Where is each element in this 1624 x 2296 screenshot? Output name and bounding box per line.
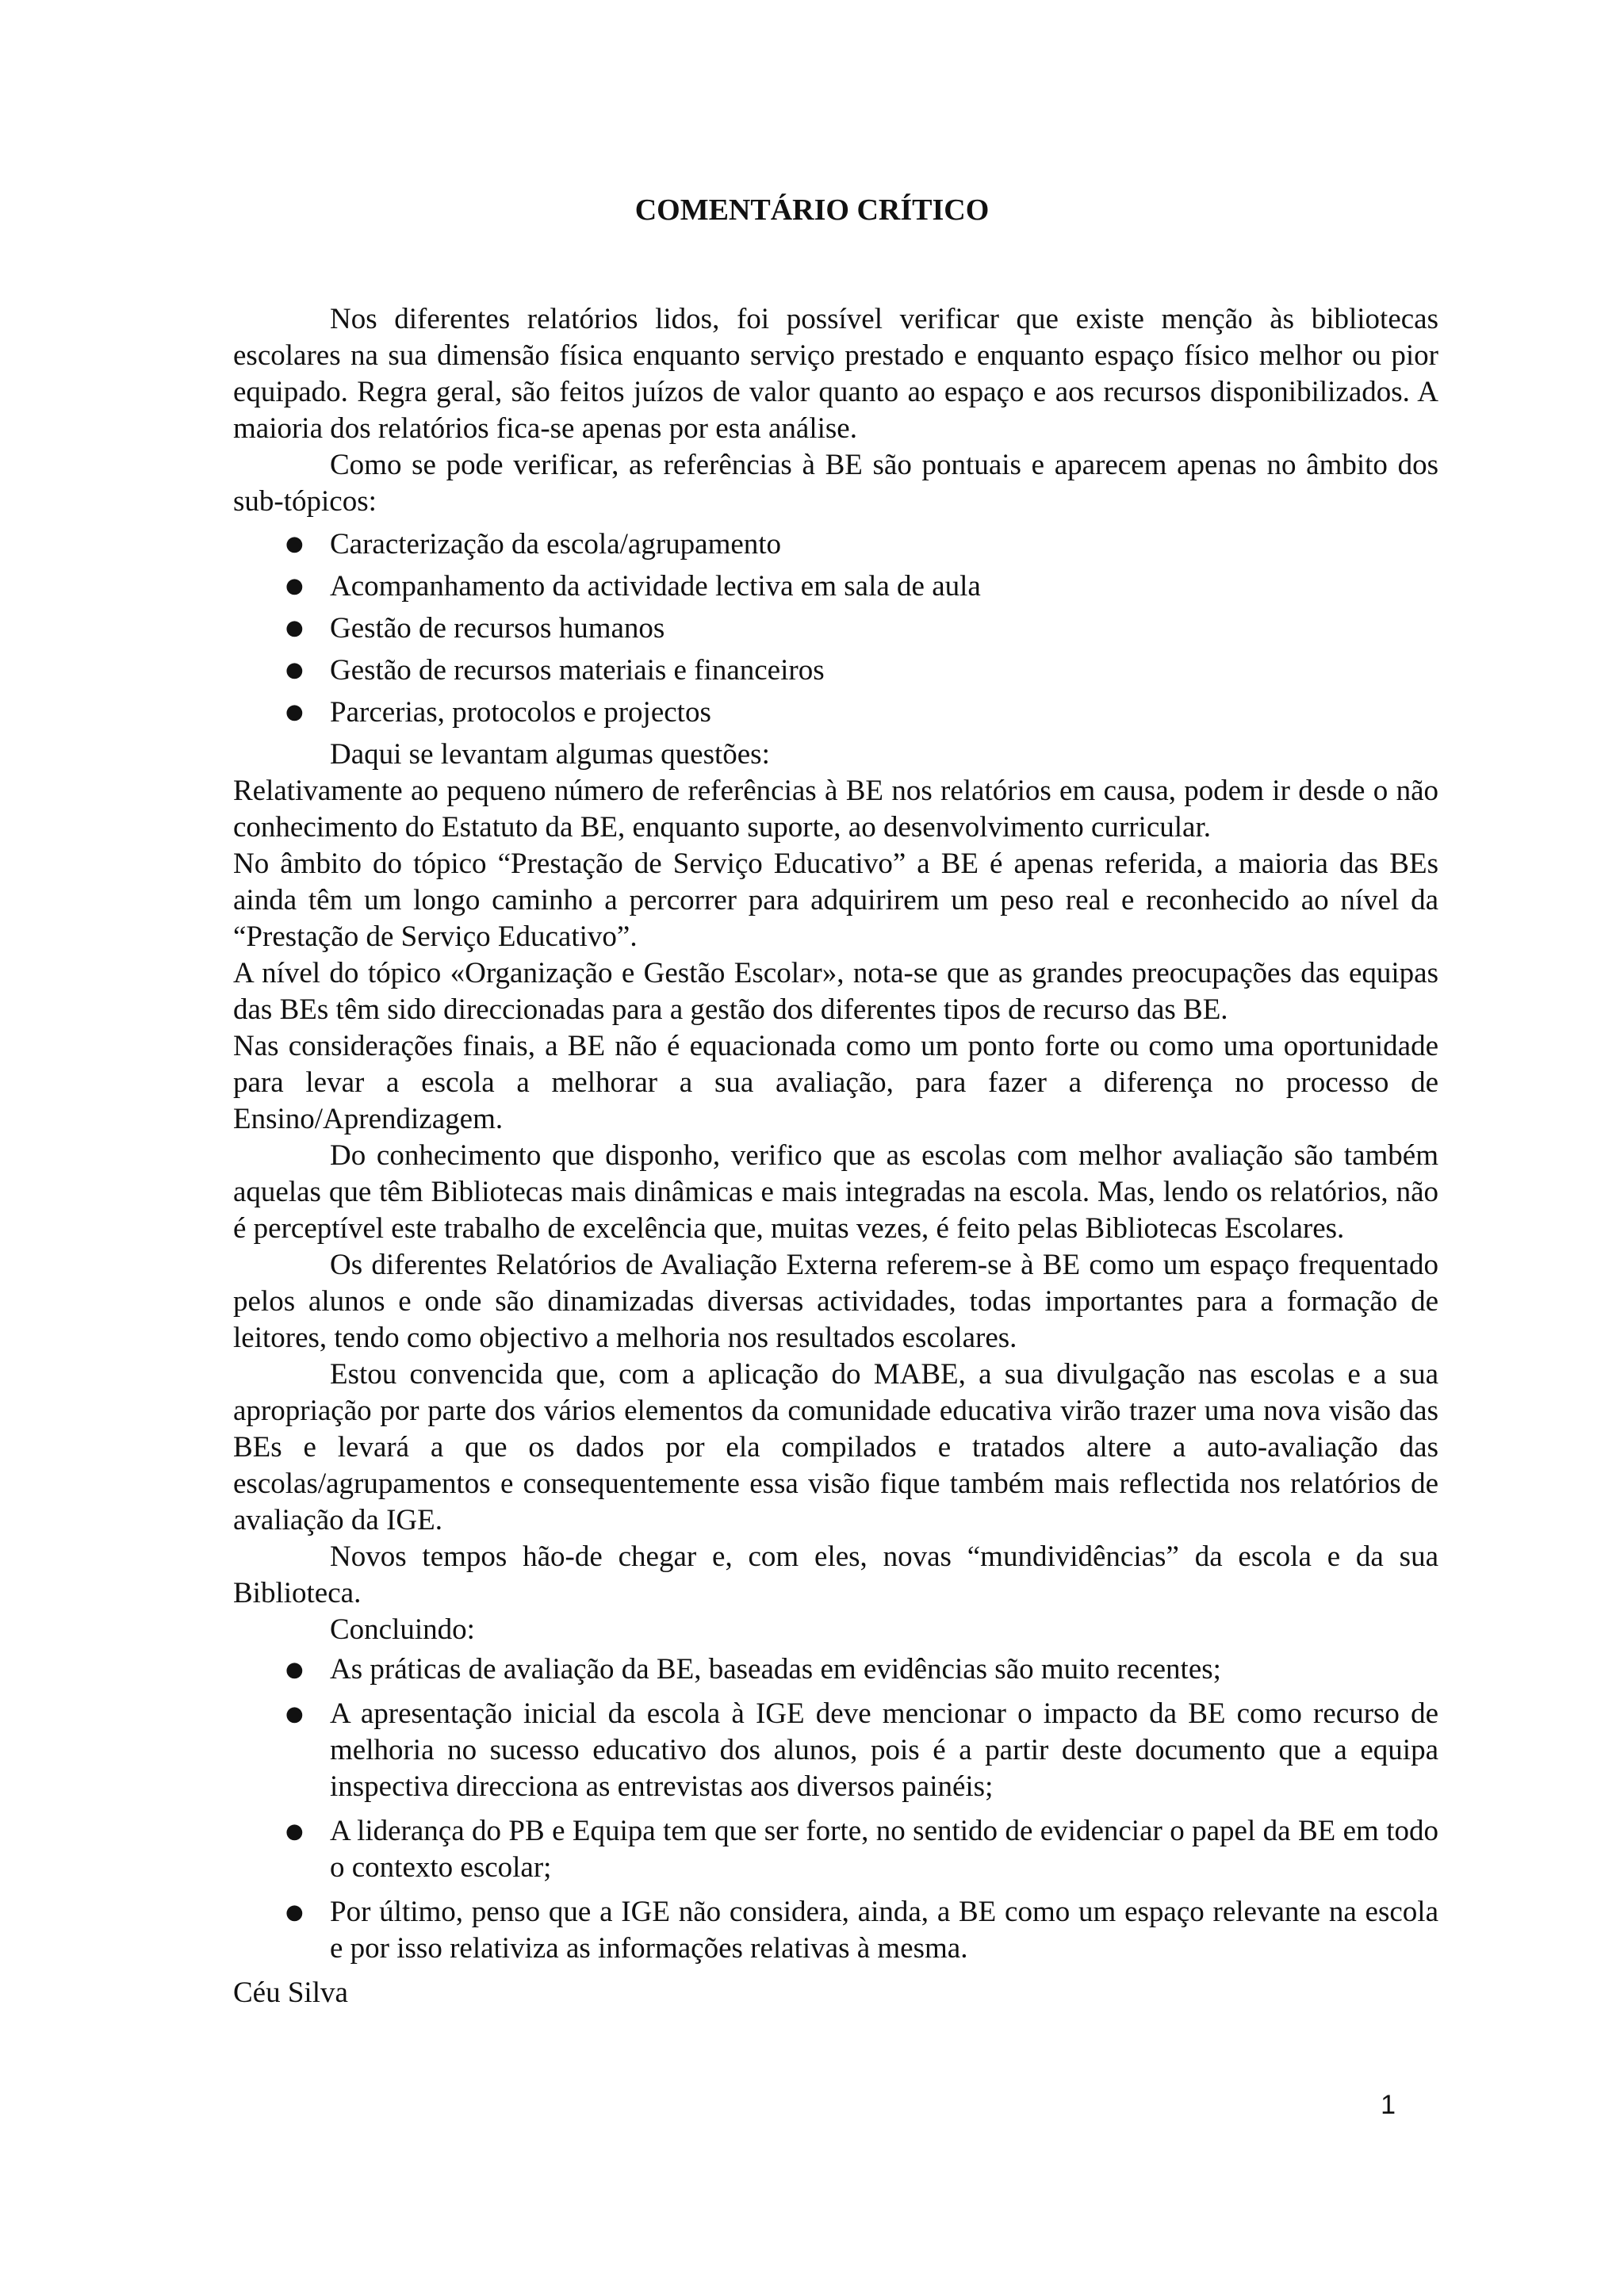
paragraph: Relativamente ao pequeno número de referências à BE nos relatórios em causa, podem ir desde o não conhecimento do Estatuto da BE, enquanto suporte, ao desenvolvimento curricular. (233, 775, 1438, 844)
bullet-icon: ● (285, 532, 304, 556)
list-item (233, 1696, 1438, 1805)
conclusion-lead: Concluindo: (330, 1613, 475, 1646)
bullet-icon: ● (285, 616, 304, 640)
list-item (233, 1894, 1438, 1967)
list-item-text: Gestão de recursos materiais e financeiros (330, 654, 825, 687)
page-title: COMENTÁRIO CRÍTICO (634, 193, 990, 227)
list-item (233, 1813, 1438, 1886)
list-item (233, 565, 1438, 607)
list-item-text: As práticas de avaliação da BE, baseadas em evidências são muito recentes; (330, 1653, 1221, 1686)
bullet-icon: ● (285, 1702, 304, 1726)
list-item-text: A liderança do PB e Equipa tem que ser forte, no sentido de evidenciar o papel da BE em todo o contexto escolar; (330, 1815, 1438, 1884)
list-item-text: Por último, penso que a IGE não considera, ainda, a BE como um espaço relevante na escola e por isso relativiza as informações relativas à mesma. (330, 1896, 1438, 1965)
bullet-icon: ● (285, 658, 304, 682)
list-item (233, 1651, 1438, 1688)
list-item-text: Parcerias, protocolos e projectos (330, 696, 711, 729)
paragraph: A nível do tópico «Organização e Gestão Escolar», nota-se que as grandes preocupações das equipas das BEs têm sido direccionadas para a gestão dos diferentes tipos de recurso das BE. (233, 957, 1438, 1026)
list-item (233, 607, 1438, 649)
page-number: 1 (1381, 2090, 1396, 2120)
list-item-text: Caracterização da escola/agrupamento (330, 528, 782, 561)
bullet-icon: ● (285, 1658, 304, 1682)
document-body (233, 301, 1438, 2011)
paragraph: Nos diferentes relatórios lidos, foi possível verificar que existe menção às bibliotecas escolares na sua dimensão física enquanto serviço prestado e enquanto espaço físico melhor ou pior equipado. Regra geral, são feitos juízos de valor quanto ao espaço e aos recursos disponibilizados. A maioria dos relatórios fica-se apenas por esta análise. (233, 303, 1438, 445)
paragraph: Nas considerações finais, a BE não é equacionada como um ponto forte ou como uma oportunidade para levar a escola a melhorar a sua avaliação, para fazer a diferença no processo de Ensino/Aprendizagem. (233, 1030, 1438, 1135)
list-item (233, 691, 1438, 733)
bullet-icon: ● (285, 700, 304, 724)
paragraph: Do conhecimento que disponho, verifico que as escolas com melhor avaliação são também aquelas que têm Bibliotecas mais dinâmicas e mais integradas na escola. Mas, lendo os relatórios, não é perceptível este trabalho de excelência que, muitas vezes, é feito pelas Bibliotecas Escolares. (233, 1139, 1438, 1245)
paragraph: No âmbito do tópico “Prestação de Serviço Educativo” a BE é apenas referida, a maioria das BEs ainda têm um longo caminho a percorrer para adquirirem um peso real e reconhecido ao nível da “Prestação de Serviço Educativo”. (233, 848, 1438, 953)
list-item (233, 649, 1438, 691)
paragraph: Estou convencida que, com a aplicação do MABE, a sua divulgação nas escolas e a sua apropriação por parte dos vários elementos da comunidade educativa virão trazer uma nova visão das BEs e levará a que os dados por ela compilados e tratados altere a auto-avaliação das escolas/agrupamentos e consequentemente essa visão fique também mais reflectida nos relatórios de avaliação da IGE. (233, 1358, 1438, 1536)
signature: Céu Silva (233, 1976, 348, 2009)
list-item-text: A apresentação inicial da escola à IGE deve mencionar o impacto da BE como recurso de melhoria no sucesso educativo dos alunos, pois é a partir deste documento que a equipa inspectiva direcciona as entrevistas aos diversos painéis; (330, 1697, 1438, 1803)
bullet-icon: ● (285, 1820, 304, 1843)
list-item-text: Acompanhamento da actividade lectiva em sala de aula (330, 570, 981, 603)
paragraph: Como se pode verificar, as referências à BE são pontuais e aparecem apenas no âmbito dos sub-tópicos: (233, 449, 1438, 518)
paragraph: Novos tempos hão-de chegar e, com eles, novas “mundividências” da escola e da sua Biblioteca. (233, 1540, 1438, 1609)
topics-list (233, 523, 1438, 733)
list-item (233, 523, 1438, 565)
bullet-icon: ● (285, 1900, 304, 1924)
paragraph: Os diferentes Relatórios de Avaliação Externa referem-se à BE como um espaço frequentado pelos alunos e onde são dinamizadas diversas actividades, todas importantes para a formação de leitores, tendo como objectivo a melhoria nos resultados escolares. (233, 1249, 1438, 1354)
questions-lead: Daqui se levantam algumas questões: (330, 738, 770, 771)
conclusions-list (233, 1651, 1438, 1967)
list-item-text: Gestão de recursos humanos (330, 612, 665, 645)
bullet-icon: ● (285, 574, 304, 598)
